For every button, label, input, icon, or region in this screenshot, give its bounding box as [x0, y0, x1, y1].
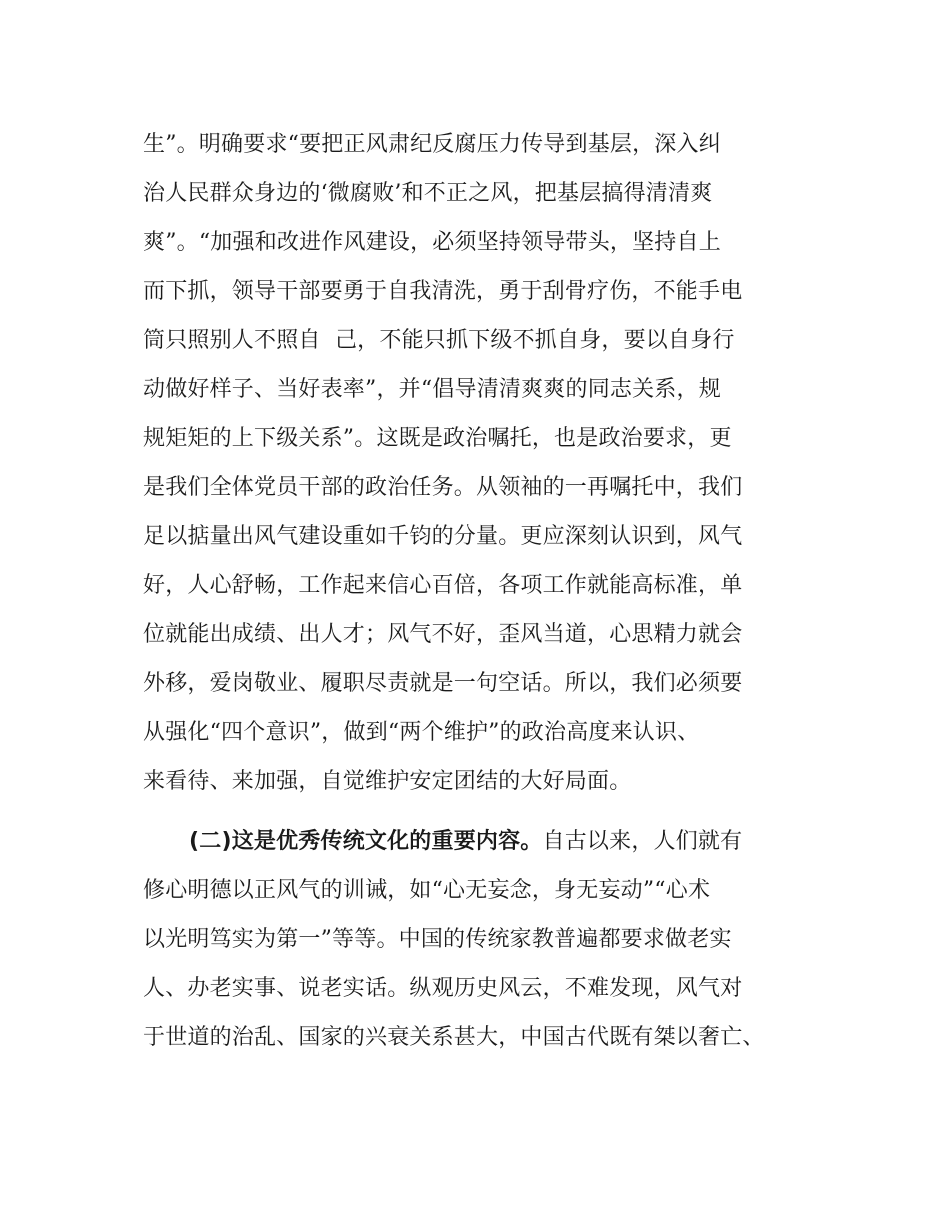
paragraph-1 — [143, 120, 823, 806]
text-line: 是我们全体党员干部的政治任务。从领袖的一再嘱托中，我们 — [143, 475, 743, 500]
text-line: 以光明笃实为第一”等等。中国的传统家教普遍都要求做老实 — [143, 927, 732, 952]
paragraph-2 — [143, 817, 823, 1062]
text-line: 从强化“四个意识”，做到“两个维护”的政治高度来认识、 — [143, 720, 700, 745]
text-line: 好，人心舒畅，工作起来信心百倍，各项工作就能高标准，单 — [143, 573, 743, 598]
text-line: 来看待、来加强，自觉维护安定团结的大好局面。 — [143, 769, 632, 794]
text-line: 筒只照别人不照自 己，不能只抓下级不抓自身，要以自身行 — [143, 328, 735, 353]
text-line: 位就能出成绩、出人才；风气不好，歪风当道，心思精力就会 — [143, 622, 743, 647]
section-heading: (二)这是优秀传统文化的重要内容。 — [189, 829, 543, 854]
document-body — [143, 120, 823, 1062]
text-line: 规矩矩的上下级关系”。这既是政治嘱托，也是政治要求，更 — [143, 426, 732, 451]
text-line: 人、办老实事、说老实话。纵观历史风云，不难发现，风气对 — [143, 976, 743, 1001]
text-line: 而下抓，领导干部要勇于自我清洗，勇于刮骨疗伤，不能手电 — [143, 279, 743, 304]
text-line: 足以掂量出风气建设重如千钧的分量。更应深刻认识到，风气 — [143, 524, 743, 549]
text-line: 生”。明确要求“要把正风肃纪反腐压力传导到基层，深入纠 — [143, 132, 721, 157]
text-line: 动做好样子、当好表率”，并“倡导清清爽爽的同志关系，规 — [143, 377, 721, 402]
text-span: 自古以来，人们就有 — [542, 829, 743, 854]
text-line-first — [143, 817, 823, 866]
text-line: 外移，爱岗敬业、履职尽责就是一句空话。所以，我们必须要 — [143, 671, 743, 696]
text-line: 治人民群众身边的‘微腐败’和不正之风，把基层搞得清清爽 — [143, 181, 713, 206]
text-line: 于世道的治乱、国家的兴衰关系甚大，中国古代既有桀以奢亡、 — [143, 1025, 765, 1050]
text-line: 爽”。“加强和改进作风建设，必须坚持领导带头，坚持自上 — [143, 230, 721, 255]
text-line: 修心明德以正风气的训诫，如“心无妄念，身无妄动”“心术 — [143, 878, 711, 903]
paragraph-gap — [143, 806, 823, 817]
